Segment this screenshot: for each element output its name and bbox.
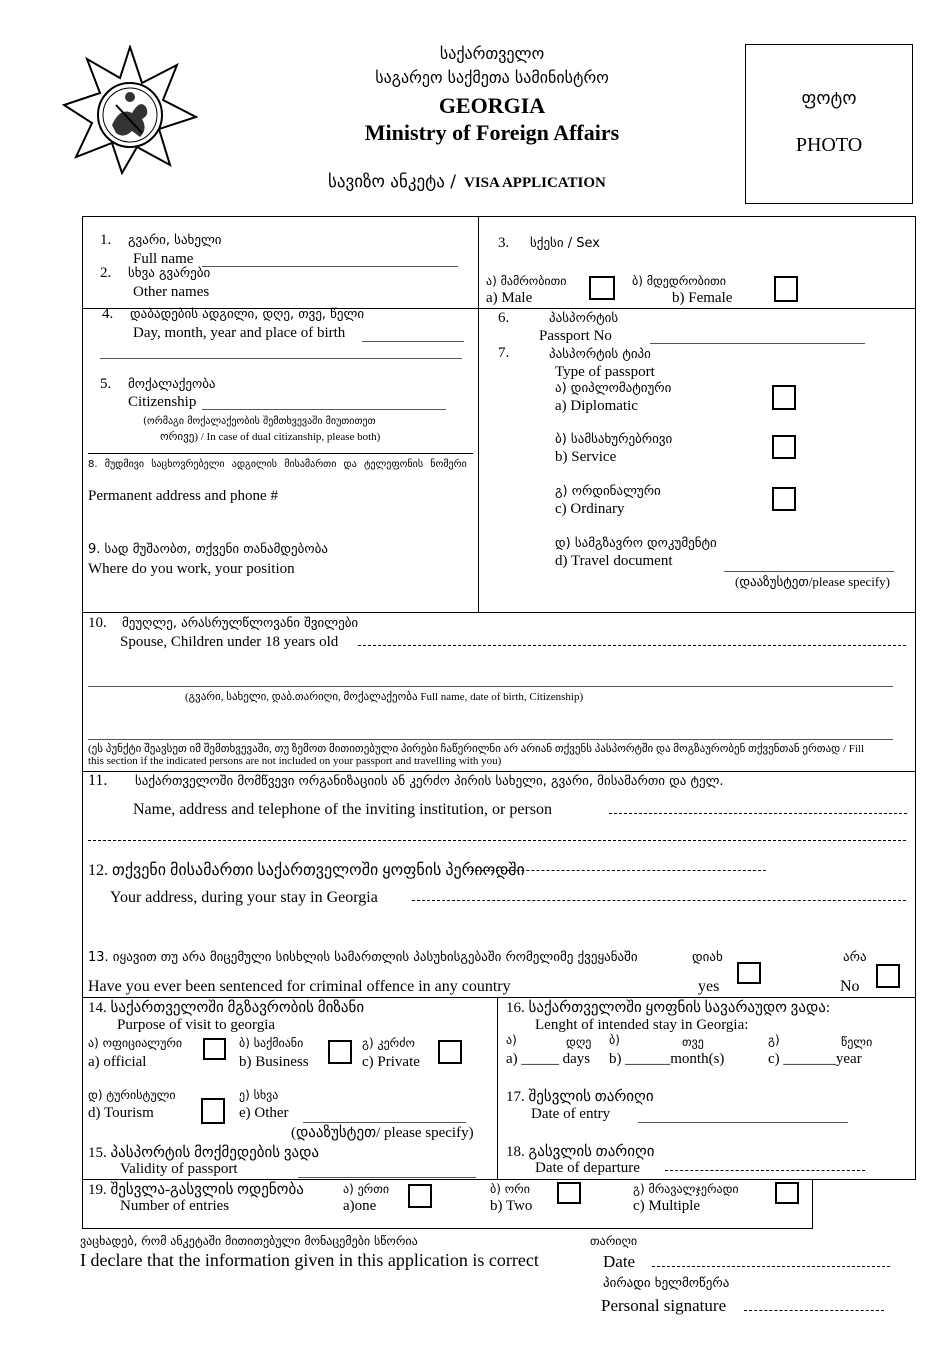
male-checkbox[interactable] [589,276,615,300]
declaration-geo: ვაცხადებ, რომ ანკეტაში მითითებული მონაცემები სწორია [80,1234,418,1248]
q11-number: 11. [88,772,108,789]
q19-a-en: a)one [343,1198,377,1214]
inviting-party-field[interactable] [609,813,907,814]
departure-date-field[interactable] [665,1170,865,1171]
q5-number: 5. [100,376,112,392]
q3-female-geo: ბ) მდედრობითი [632,274,726,288]
q8-label-geo [88,458,473,471]
q3-number: 3. [498,235,510,251]
q5-note-geo: (ორმაგი მოქალაქეობის შემთხვევაში მიუთითეთ [143,416,376,427]
q7-number: 7. [498,345,510,361]
spouse-children-field[interactable] [358,645,906,646]
q2-number: 2. [100,265,112,281]
q16-label-geo [506,998,830,1017]
q14-a-geo: ა) ოფიციალური [88,1036,183,1050]
q6-label-en: Passport No [539,328,612,344]
q13-no: No [840,978,860,995]
q13-yes-geo: დიახ [692,950,723,965]
q16-year-geo: წელი [841,1035,873,1049]
q8-label-en: Permanent address and phone # [88,488,278,504]
citizenship-field[interactable] [202,409,446,410]
birth-date-place-field[interactable] [362,341,464,342]
date-field[interactable] [652,1266,890,1267]
header-geo-country: საქართველო [439,44,545,63]
business-checkbox[interactable] [328,1040,352,1064]
q6-number: 6. [498,310,510,326]
q11-label-geo: საქართველოში მომწვევი ორგანიზაციის ან კერძო პირის სახელი, გვარი, მისამართი და ტელ. [135,774,724,789]
q16-b-geo: ბ) [609,1033,620,1047]
q1-number: 1. [100,232,112,248]
q16-days-field[interactable]: a) _____ days [506,1051,591,1067]
form-title [328,172,606,192]
q14-specify: (დააზუსტეთ/ please specify) [291,1125,474,1141]
q3-male-geo: ა) მამრობითი [486,274,567,288]
q10-label-geo: მეუღლე, არასრულწლოვანი შვილები [122,616,359,631]
service-checkbox[interactable] [772,435,796,459]
q13-yes: yes [698,978,720,995]
q14-b-geo: ბ) საქმიანი [239,1036,304,1050]
private-checkbox[interactable] [438,1040,462,1064]
single-entry-checkbox[interactable] [408,1184,432,1208]
q19-c-geo: გ) მრავალჯერადი [633,1182,739,1196]
q7-label-geo: პასპორტის ტიპი [549,347,651,362]
q4-number: 4. [102,306,114,322]
photo-label-en: PHOTO [795,134,863,156]
q7-a-geo: ა) დიპლომატიური [555,381,672,396]
q4-label-geo: დაბადების ადგილი, დღე, თვე, წელი [130,307,365,322]
q3-title: სქესი / Sex [530,236,600,251]
q12-label-geo [88,860,525,880]
multiple-entry-checkbox[interactable] [775,1182,799,1204]
date-label-en: Date [603,1252,636,1271]
q8-label-geo-text: 8. მუდმივი საცხოვრებელი ადგილის მისამართი და ტელეფონის ნომერი [88,459,467,470]
q9-label-en: Where do you work, your position [88,561,295,577]
address-georgia-field-top[interactable] [471,870,766,871]
photo-box [745,44,913,204]
q14-label-en: Purpose of visit to georgia [117,1017,276,1033]
q14-e-geo: ე) სხვა [239,1088,279,1102]
spouse-children-field-line2[interactable] [88,686,893,687]
q15-label-geo-text: 15. პასპორტის მოქმედების ვადა [88,1145,320,1161]
q10-sub: (გვარი, სახელი, დაბ.თარიღი, მოქალაქეობა Full name, date of birth, Citizenship) [185,691,584,703]
q14-d-geo: დ) ტურისტული [88,1088,176,1102]
q3-female-en: b) Female [672,290,733,306]
q12-label-geo-text: 12. თქვენი მისამართი საქართველოში ყოფნის პერიოდში [88,862,525,879]
q15-label-en: Validity of passport [120,1161,238,1177]
q18-label-geo [506,1142,655,1161]
q5-note-mix: ორივე) / In case of dual citizanship, please both) [160,431,381,443]
q4-label-en: Day, month, year and place of birth [133,325,346,341]
q16-label-geo-text: 16. საქართველოში ყოფნის სავარაუდო ვადა: [506,1000,831,1016]
birth-place-field-line2[interactable] [100,358,462,359]
q15-label-geo [88,1143,319,1162]
q19-b-en: b) Two [490,1198,533,1214]
q14-c-en: c) Private [362,1054,420,1070]
q7-c-en: c) Ordinary [555,501,625,517]
official-checkbox[interactable] [203,1038,226,1060]
q2-label-geo: სხვა გვარები [128,266,211,281]
q19-a-geo: ა) ერთი [343,1182,390,1196]
female-checkbox[interactable] [774,276,798,302]
q7-d-en: d) Travel document [555,553,673,569]
header-ministry: Ministry of Foreign Affairs [364,120,620,145]
address-georgia-field[interactable] [412,900,906,901]
q14-c-geo: გ) კერძო [362,1036,415,1050]
q13-no-geo: არა [843,950,867,965]
travel-document-field[interactable] [724,571,894,572]
q17-label-en: Date of entry [531,1106,611,1122]
ordinary-checkbox[interactable] [772,487,796,511]
declaration-en: I declare that the information given in this application is correct [80,1250,539,1270]
q19-b-geo: ბ) ორი [490,1182,530,1196]
q19-label-geo [88,1180,304,1199]
header-geo-ministry: საგარეო საქმეთა სამინისტრო [375,68,609,87]
spouse-children-field-line3[interactable] [88,739,893,740]
q14-label-geo-text: 14. საქართველოში მგზავრობის მიზანი [88,1000,365,1016]
q2-label-en: Other names [133,284,210,300]
header-country: GEORGIA [438,93,546,118]
criminal-yes-checkbox[interactable] [737,962,761,984]
q7-c-geo: გ) ორდინალური [555,484,661,499]
q1-label-en: Full name [133,251,194,267]
q14-label-geo [88,998,364,1017]
q12-label-en: Your address, during your stay in Georgia [110,889,378,906]
tourism-checkbox[interactable] [201,1098,225,1124]
q16-label-en: Lenght of intended stay in Georgia: [535,1017,749,1033]
q11-label-en: Name, address and telephone of the inviting institution, or person [133,801,553,818]
q7-d-geo: დ) სამგზავრო დოკუმენტი [555,536,717,551]
q16-month-geo: თვე [682,1035,704,1049]
criminal-no-checkbox[interactable] [876,964,900,988]
diplomatic-checkbox[interactable] [772,385,796,410]
q19-label-geo-text: 19. შესვლა-გასვლის ოდენობა [88,1182,304,1198]
form-title-en: VISA APPLICATION [464,175,606,191]
q17-label-geo-text: 17. შესვლის თარიღი [506,1089,654,1105]
q16-years-field[interactable]: c) _______year [768,1051,862,1067]
q14-d-en: d) Tourism [88,1105,154,1121]
date-label-geo: თარიღი [590,1234,638,1248]
signature-label-en: Personal signature [601,1296,727,1315]
q14-b-en: b) Business [239,1054,309,1070]
q17-label-geo [506,1087,654,1106]
full-name-field[interactable] [202,266,458,267]
q16-days-geo: დღე [566,1035,592,1049]
q7-b-en: b) Service [555,449,617,465]
q7-specify: (დააზუსტეთ/please specify) [735,574,890,589]
q6-label-geo: პასპორტის [549,311,619,326]
entry-date-field[interactable] [638,1122,848,1123]
q7-a-en: a) Diplomatic [555,398,638,414]
q7-label-en: Type of passport [555,364,655,380]
form-title-geo: სავიზო ანკეტა / [328,172,457,192]
q16-c-geo: გ) [768,1033,780,1047]
q3-male-en: a) Male [486,290,533,306]
q1-label-geo: გვარი, სახელი [128,233,222,248]
q10-label-en: Spouse, Children under 18 years old [120,634,339,650]
q7-b-geo: ბ) სამსახურებრივი [555,432,673,447]
q5-label-en: Citizenship [128,394,197,410]
q10-note-line2: this section if the indicated persons are not included on your passport and travelling with you) [88,755,502,767]
q10-note-line1: (ეს პუნქტი შეავსეთ იმ შემთხვევაში, თუ ზემოთ მითითებული პირები ჩაწერილნი არ არიან თქვენს პასპორტში და მოგზაურობენ თქვენთან ერთად / Fill [88,743,864,755]
q9-label-geo: 9. სად მუშაობთ, თქვენი თანამდებობა [88,542,328,557]
q13-label-geo: 13. იყავით თუ არა მიცემული სისხლის სამართლის პასუხისგებაში რომელიმე ქვეყანაში [88,950,638,965]
q18-label-geo-text: 18. გასვლის თარიღი [506,1144,655,1160]
passport-number-field[interactable] [650,343,865,344]
q19-c-en: c) Multiple [633,1198,701,1214]
photo-label-geo: ფოტო [801,88,857,109]
q16-a-geo: ა) [506,1033,517,1047]
q18-label-en: Date of departure [535,1160,640,1176]
signature-field[interactable] [744,1310,884,1311]
q13-label-en: Have you ever been sentenced for criminal offence in any country [88,978,511,995]
signature-label-geo: პირადი ხელმოწერა [603,1276,730,1291]
q14-a-en: a) official [88,1054,147,1070]
inviting-party-field-line2[interactable] [88,840,906,841]
q14-e-en: e) Other [239,1105,289,1121]
q10-number: 10. [88,615,107,631]
q19-label-en: Number of entries [120,1198,230,1214]
double-entry-checkbox[interactable] [557,1182,581,1204]
q16-months-field[interactable]: b) ______month(s) [609,1051,725,1067]
q5-label-geo: მოქალაქეობა [128,377,216,392]
passport-validity-field[interactable] [298,1177,476,1178]
